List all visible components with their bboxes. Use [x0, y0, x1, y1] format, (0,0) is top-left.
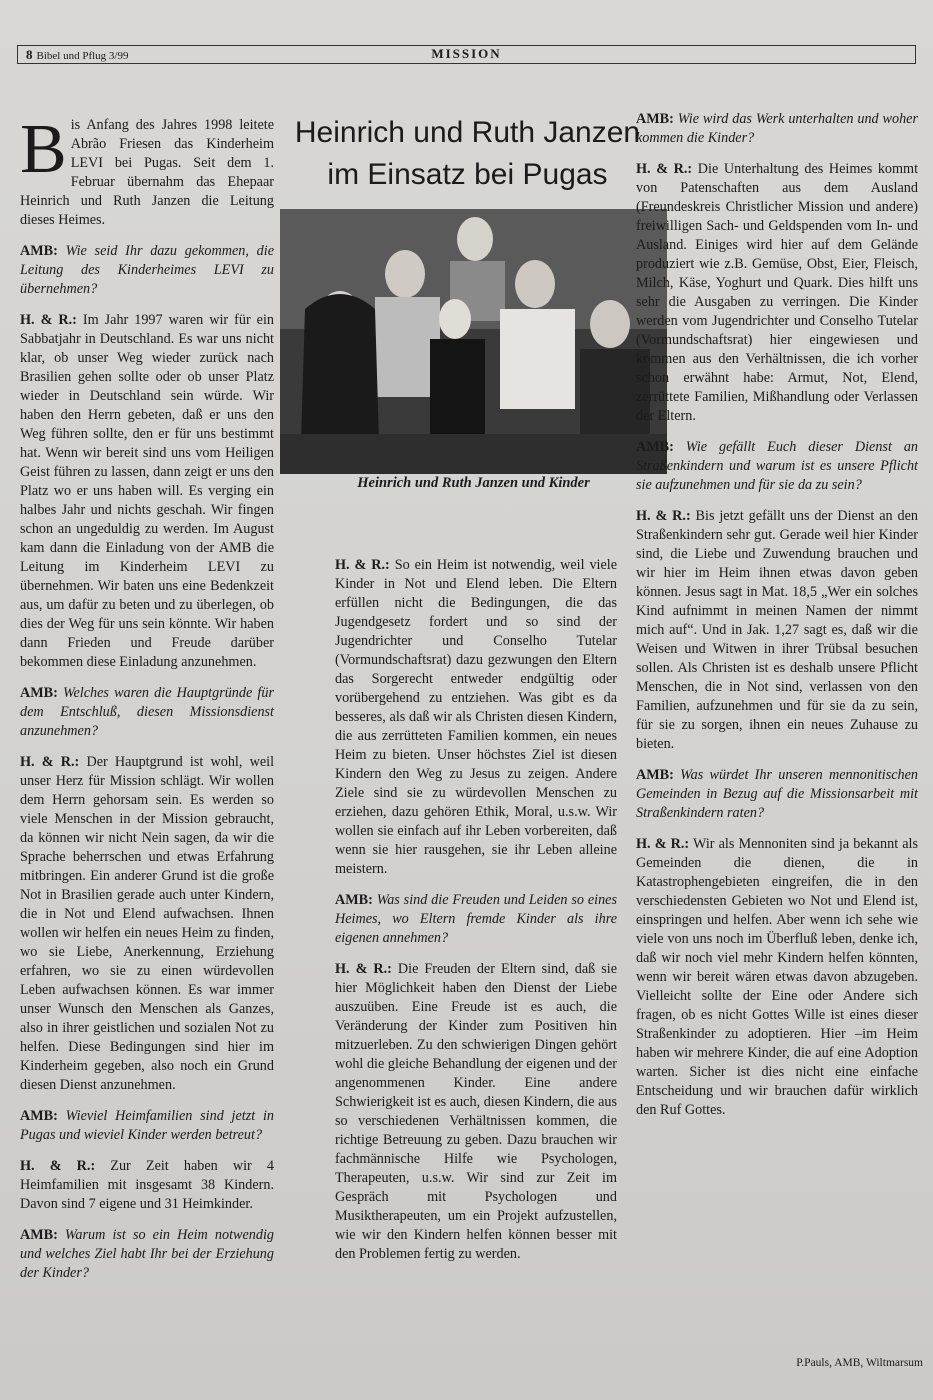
dropcap: B	[20, 111, 67, 188]
section-title: MISSION	[431, 46, 502, 61]
interview-answer: H. & R.: Die Freuden der Eltern sind, daß sie hier Möglichkeit haben den Dienst der Liebe auszuüben. Eine Freude ist es auch, die Veränderung der Kinder zum Positiven hin mitzuerleben. Zu den schwierigen Dingen gehört wohl die gleiche Behandlung der eigenen und der angenommenen Kinder. Eine andere Schwierigkeit ist es auch, diesen Kindern, die aus so verschiedenen Verhältnissen kommen, die richtige Betreuung zu geben. Dazu brauchen wir fachmännische Hilfe wie Psychologen, Therapeuten, u.s.w. Wir sind zur Zeit im Gespräch mit Psychologen und Musiktherapeuten, um ein Projekt aufzustellen, wie wir den Kindern helfen können besser mit den Problemen fertig zu werden.	[335, 961, 618, 1262]
interview-question: AMB: Wie wird das Werk unterhalten und woher kommen die Kinder?	[636, 111, 919, 146]
column-middle	[335, 556, 617, 1276]
interview-answer: H. & R.: So ein Heim ist notwendig, weil viele Kinder in Not und Elend leben. Die Eltern erfüllen nicht die Bedingungen, die das Jugendgesetz fordert und so sind der Jugendrichter und Conselho Tutelar (Vormundschaftsrat) dazu gezwungen den Eltern das Sorgerecht entweder endgültig oder vorübergehend zu entziehen. Was gibt es da besseres, als daß wir als Christen diesen Kindern, die aus zerrütteten Familien kommen, ein neues Heim zu bieten. Unser höchstes Ziel ist diesen Kindern den Weg zu Jesus zu zeigen. Andere Ziele sind sie zu würdevollen Menschen zu erziehen, dazu gehören Ethik, Moral, u.s.w. Wir wollen sie einfach auf ihr Leben vorbereiten, daß wenn sie hier rausgehen, sie ihr Leben alleine meistern.	[335, 557, 618, 877]
family-photo	[280, 209, 667, 474]
interview-question: AMB: Was würdet Ihr unseren mennonitischen Gemeinden in Bezug auf die Missionsarbeit mit Straßenkindern raten?	[636, 767, 918, 821]
interview-question: AMB: Wie seid Ihr dazu gekommen, die Leitung des Kinderheimes LEVI zu übernehmen?	[20, 243, 274, 297]
article-title: Heinrich und Ruth Janzen im Einsatz bei Pugas	[294, 116, 641, 191]
interview-answer: H. & R.: Die Unterhaltung des Heimes kommt von Patenschaften aus dem Ausland (Freundeskreis Christlicher Mission und andere) freiwilligen Sach- und Geldspenden vom In- und Ausland. Einiges wird hier auf dem Gelände produziert wie z.B. Gemüse, Obst, Eier, Fleisch, Milch, Käse, Yoghurt und Quark. Dies hilft uns sehr die Ausgaben zu verringen. Die Kinder werden vom Jugendrichter und Conselho Tutelar (Vormundschaftsrat) hier eingewiesen und kommen aus den Verhältnissen, die ich vorher schon erwähnt habe: Armut, Not, Elend, zerrüttete Familien, Mißhandlung oder Verlassen der Eltern.	[636, 161, 919, 424]
photo-caption: Heinrich und Ruth Janzen und Kinder	[357, 475, 590, 491]
interview-answer: H. & R.: Der Hauptgrund ist wohl, weil unser Herz für Mission schlägt. Wir wollen dem Herrn gehorsam sein. Es werden so viele Menschen in der Mission gebraucht, da können wir nicht Nein sagen, da wir die Sprache beherrschen und etwas Erfahrung mitbringen. Ein anderer Grund ist die große Not in Brasilien gerade auch unter Kindern, die in Not und Elend aufwachsen. Ihnen wollen wir helfen ein neues Heim zu finden, wo sie Liebe, Anerkennung, Erziehung erfahren, wo sie zu einen würdevollen Leben aufwachsen können. Es war immer unser Wunsch den Menschen als Ganzes, also in ihrer geistlichen und sozialen Not zu helfen. Diese Bedingungen sind hier im Kinderheim gegeben, also noch ein Grund diesen Dienst anzunehmen.	[20, 754, 275, 1093]
interview-question: AMB: Wie gefällt Euch dieser Dienst an Straßenkindern und warum ist es unsere Pflicht sie aufzunehmen und für sie da zu sein?	[636, 439, 919, 493]
column-right	[636, 110, 918, 1132]
author-signature: P.Pauls, AMB, Wiltmarsum	[796, 1357, 923, 1369]
page-info: 8 Bibel und Pflug 3/99	[26, 47, 129, 62]
interview-answer: H. & R.: Bis jetzt gefällt uns der Dienst an den Straßenkindern sehr gut. Gerade weil hier Kinder sind, die Liebe und Zuwendung brauchen und wir hier im Heim ihnen etwas davon geben können. Jesus sagt in Mat. 18,5 „Wer ein solches Kind aufnimmt in meinen Namen der nimmt mich auf“. Und in Jak. 1,27 sagt es, daß wir die Weisen und Witwen in ihrer Trübsal besuchen sollen. Als Christen ist es deshalb unsere Pflicht Menschen, die in Not sind, verlassen von den Familien, aufzunehmen und für sie da zu sein, für sie zu sorgen, ihnen ein neues Zuhause zu bieten.	[636, 508, 918, 752]
interview-question: AMB: Welches waren die Hauptgründe für dem Entschluß, diesen Missionsdienst anzunehmen?	[20, 685, 274, 739]
interview-answer: H. & R.: Im Jahr 1997 waren wir für ein Sabbatjahr in Deutschland. Es war uns nicht klar, ob unser Weg wieder zurück nach Brasilien gehen sollte oder ob unser Platz wieder in Deutschland sein würde. Wir haben den Herrn gebeten, daß er uns den Weg führen sollte, den er für uns bestimmt hat. Wenn wir bereit sind uns vom Heiligen Geist führen zu lassen, dann zeigt er uns den Platz wo er uns haben will. Es verging ein halbes Jahr und nichts geschah. Wir fingen schon an ungeduldig zu werden. Im August kam dann die Einladung von der AMB die Leitung im Kinderheim LEVI zu übernehmen. Wir baten uns eine Bedenkzeit aus, um dafür zu beten und zu überlegen, ob dies der Weg für uns sein könnte. Wir haben dann Frieden und Freude darüber bekommen diese Einladung anzunehmen.	[20, 312, 274, 670]
interview-question: AMB: Warum ist so ein Heim notwendig und welches Ziel habt Ihr bei der Erziehung der Kinder?	[20, 1227, 275, 1281]
interview-question: AMB: Wieviel Heimfamilien sind jetzt in Pugas und wieviel Kinder werden betreut?	[20, 1108, 275, 1143]
page-header	[17, 45, 916, 64]
column-left	[20, 111, 275, 1295]
interview-answer: H. & R.: Wir als Mennoniten sind ja bekannt als Gemeinden die dienen, die in Katastrophengebieten eingreifen, die in den verschiedensten Gebieten wo Not und Elend ist, einspringen und helfen. Aber wenn ich sehe wie viele von uns noch im Überfluß leben, denke ich, daß wir noch viel mehr Kindern helfen könnten, wenn wir bereit wären etwas davon abzugeben. Vielleicht sollte der Eine oder Andere sich fragen, ob es nicht Gottes Wille ist eines dieser Straßenkinder zu adoptieren. Hier –im Heim haben wir mehrere Kinder, die auf eine Adoption warten. Sicher ist dies nicht eine einfache Entscheidung und wir brauchen dafür wirklich den Ruf Gottes.	[636, 836, 919, 1118]
interview-answer: H. & R.: Zur Zeit haben wir 4 Heimfamilien mit insgesamt 38 Kindern. Davon sind 7 eigene und 31 Heimkinder.	[20, 1158, 275, 1212]
interview-question: AMB: Was sind die Freuden und Leiden so eines Heimes, wo Eltern fremde Kinder als ihre eigenen annehmen?	[335, 892, 617, 946]
intro-paragraph: Bis Anfang des Jahres 1998 leitete Abrão Friesen das Kinderheim LEVI bei Pugas. Seit dem 1. Februar übernahm das Ehepaar Heinrich und Ruth Janzen die Leitung dieses Heimes.	[20, 111, 274, 228]
